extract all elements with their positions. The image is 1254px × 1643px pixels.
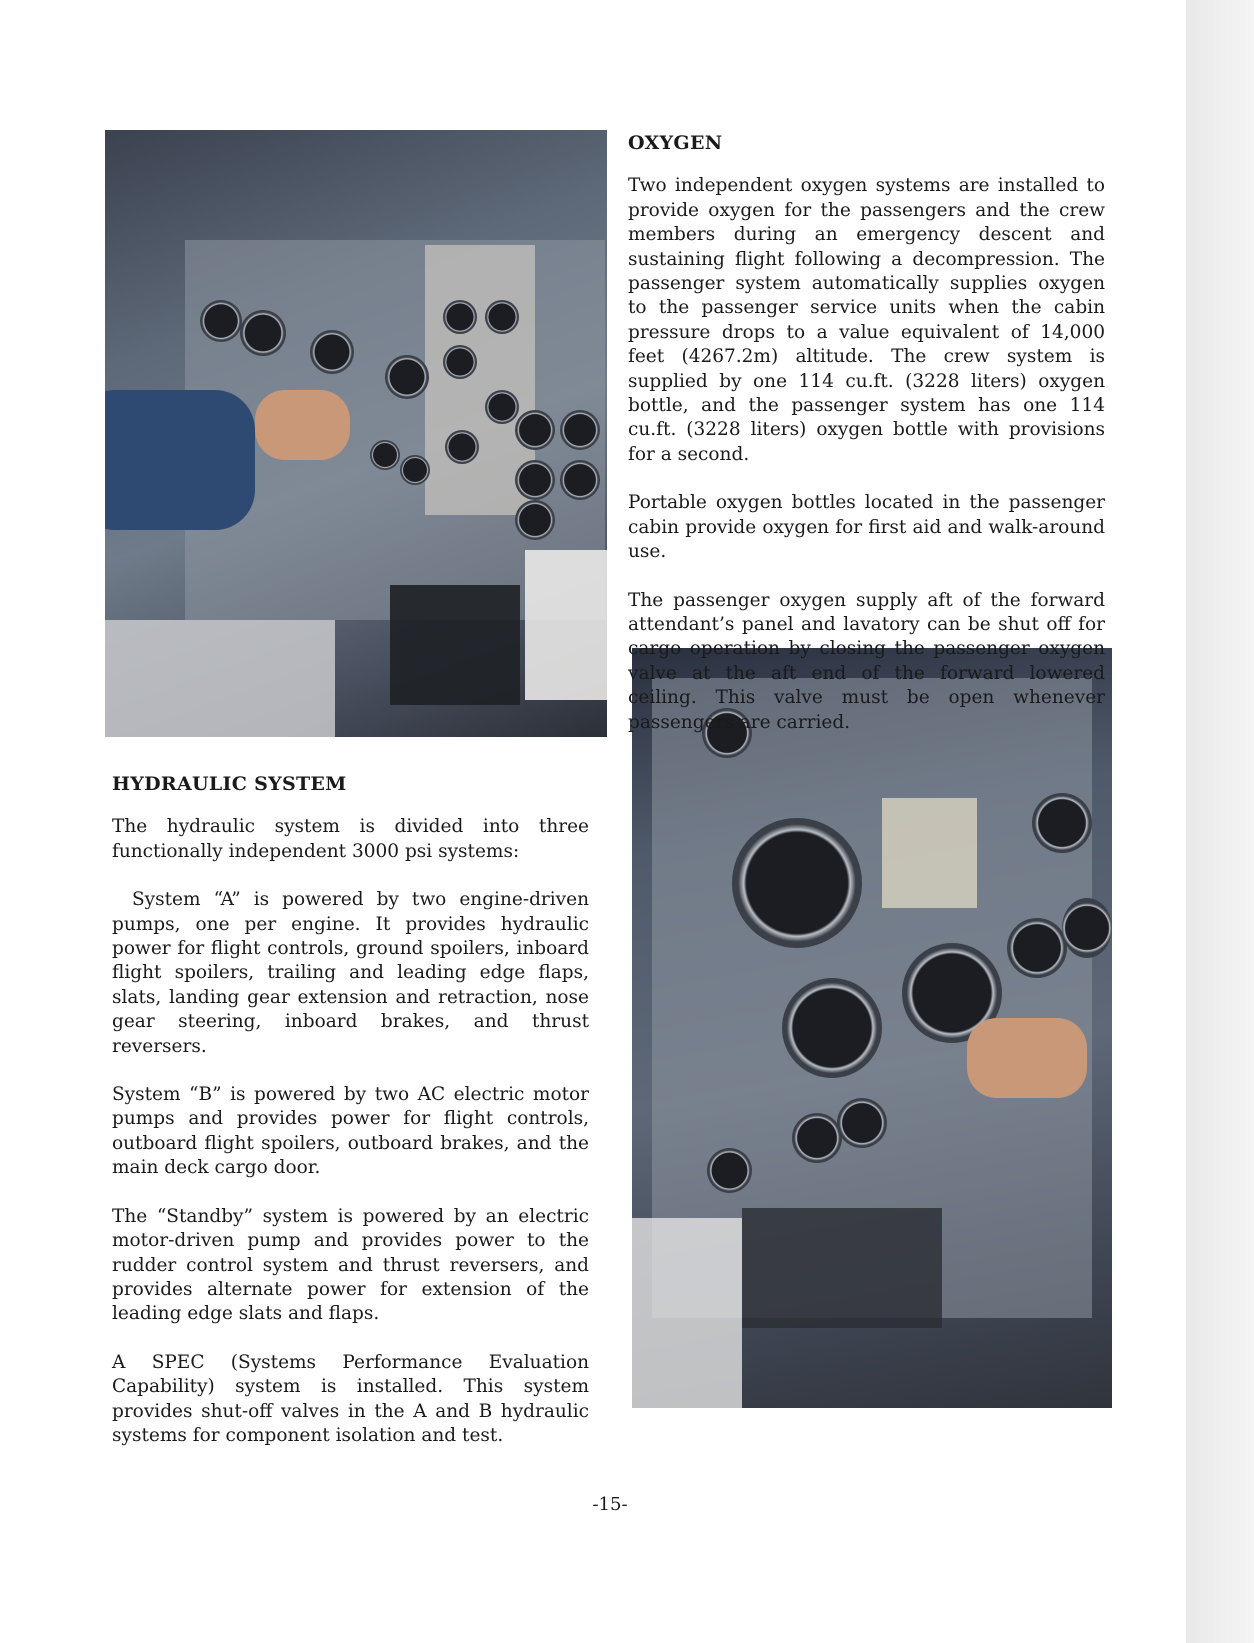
captain-instrument-panel-photo: [632, 648, 1112, 1408]
section-heading: OXYGEN: [628, 132, 723, 154]
paragraph: The “Standby” system is powered by an electric motor-driven pump and provides power to the rudder control system and thrust reversers, and provides alternate power for extension of the leading edge slats and flaps.: [112, 1205, 589, 1325]
page-number: -15-: [592, 1494, 628, 1515]
cockpit-instrument-panel-photo: [105, 130, 607, 737]
paragraph: Two independent oxygen systems are installed to provide oxygen for the passengers and the crew members during an emergency descent and sustaining flight following a decompression. The passenger system automatically supplies oxygen to the passenger service units when the cabin pressure drops to a value equivalent of 14,000 feet (4267.2m) altitude. The crew system is supplied by one 114 cu.ft. (3228 liters) oxygen bottle, and the passenger system has one 114 cu.ft. (3228 liters) oxygen bottle with provisions for a second.: [628, 175, 1105, 465]
paragraph: System “B” is powered by two AC electric motor pumps and provides power for flight controls, outboard flight spoilers, outboard brakes, and the main deck cargo door.: [112, 1084, 589, 1179]
paragraph: System “A” is powered by two engine-driven pumps, one per engine. It provides hydraulic power for flight controls, ground spoilers, inboard flight spoilers, trailing and leading edge flaps, slats, landing gear extension and retraction, nose gear steering, inboard brakes, and thrust reversers.: [112, 889, 589, 1057]
section-heading: HYDRAULIC SYSTEM: [112, 773, 347, 795]
paragraph: Portable oxygen bottles located in the passenger cabin provide oxygen for first aid and walk-around use.: [628, 492, 1105, 563]
paragraph: The hydraulic system is divided into three functionally independent 3000 psi systems:: [112, 816, 589, 862]
paragraph: A SPEC (Systems Performance Evaluation Capability) system is installed. This system provides shut-off valves in the A and B hydraulic systems for component isolation and test.: [112, 1351, 589, 1446]
paragraph: The passenger oxygen supply aft of the forward attendant’s panel and lavatory can be shut off for cargo operation by closing the passenger oxygen valve at the aft end of the forward lowered ceiling. This valve must be open whenever passengers are carried.: [628, 589, 1105, 733]
page-edge: [1186, 0, 1254, 1643]
hydraulic-section: [112, 772, 589, 1472]
oxygen-section: [628, 131, 1105, 759]
